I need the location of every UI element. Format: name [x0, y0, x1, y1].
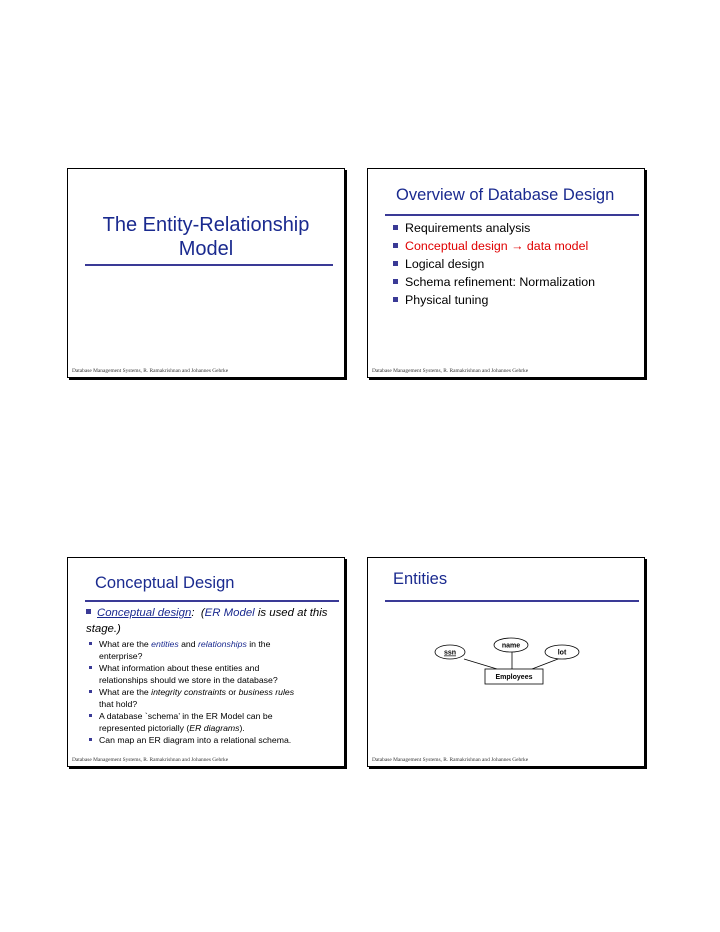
- attribute-ssn-label: ssn: [443, 649, 457, 657]
- bullet-square-icon: [89, 714, 92, 717]
- sub-bullet: Can map an ER diagram into a relational schema.: [89, 734, 339, 746]
- connector-lot: [532, 659, 558, 669]
- title-rule: [385, 214, 639, 216]
- bullet-square-icon: [393, 297, 398, 302]
- bullet-item: Schema refinement: Normalization: [393, 275, 595, 289]
- slide-overview-of-database-design: [367, 168, 645, 378]
- bullet-square-icon: [89, 666, 92, 669]
- bullet-square-icon: [393, 225, 398, 230]
- title-rule: [85, 264, 333, 266]
- slide-title: Overview of Database Design: [396, 186, 615, 204]
- er-diagram: [368, 558, 644, 766]
- bullet-square-icon: [393, 243, 398, 248]
- slide-title: [68, 213, 344, 261]
- connector-ssn: [464, 659, 497, 669]
- bullet-item: Logical design: [393, 257, 484, 271]
- bullet-square-icon: [89, 738, 92, 741]
- entity-employees-label: Employees: [495, 674, 533, 681]
- slide-entities: [367, 557, 645, 767]
- title-rule: [85, 600, 339, 602]
- sub-bullet: What are the integrity constraints or business rules that hold?: [89, 686, 339, 710]
- bullet-square-icon: [393, 279, 398, 284]
- bullet-square-icon: [86, 609, 91, 614]
- slide-conceptual-design: [67, 557, 345, 767]
- sub-bullet: A database `schema’ in the ER Model can be represented pictorially (ER diagrams).: [89, 710, 339, 734]
- sub-bullet: What information about these entities and relationships should we store in the database?: [89, 662, 339, 686]
- sub-bullet: What are the entities and relationships in the enterprise?: [89, 638, 339, 662]
- main-bullet: Conceptual design: (ER Model is used at this stage.): [86, 607, 328, 635]
- title-line-2: Model: [178, 238, 234, 260]
- slide-footer: Database Management Systems, R. Ramakrishnan and Johannes Gehrke: [72, 757, 229, 763]
- slide-er-model-title: [67, 168, 345, 378]
- bullet-square-icon: [393, 261, 398, 266]
- bullet-square-icon: [89, 690, 92, 693]
- bullet-item: Physical tuning: [393, 293, 488, 307]
- attribute-name-label: name: [501, 642, 521, 650]
- bullet-square-icon: [89, 642, 92, 645]
- bullet-item: Conceptual design → data model: [393, 239, 588, 253]
- slide-footer: Database Management Systems, R. Ramakrishnan and Johannes Gehrke: [72, 368, 229, 374]
- slide-footer: Database Management Systems, R. Ramakrishnan and Johannes Gehrke: [372, 368, 529, 374]
- slide-title: Entities: [393, 570, 448, 588]
- bullet-item: Requirements analysis: [393, 221, 530, 235]
- title-line-1: The Entity-Relationship: [102, 214, 310, 236]
- slide-footer: Database Management Systems, R. Ramakrishnan and Johannes Gehrke: [372, 757, 529, 763]
- slide-title: Conceptual Design: [95, 574, 235, 592]
- attribute-lot-label: lot: [557, 649, 567, 657]
